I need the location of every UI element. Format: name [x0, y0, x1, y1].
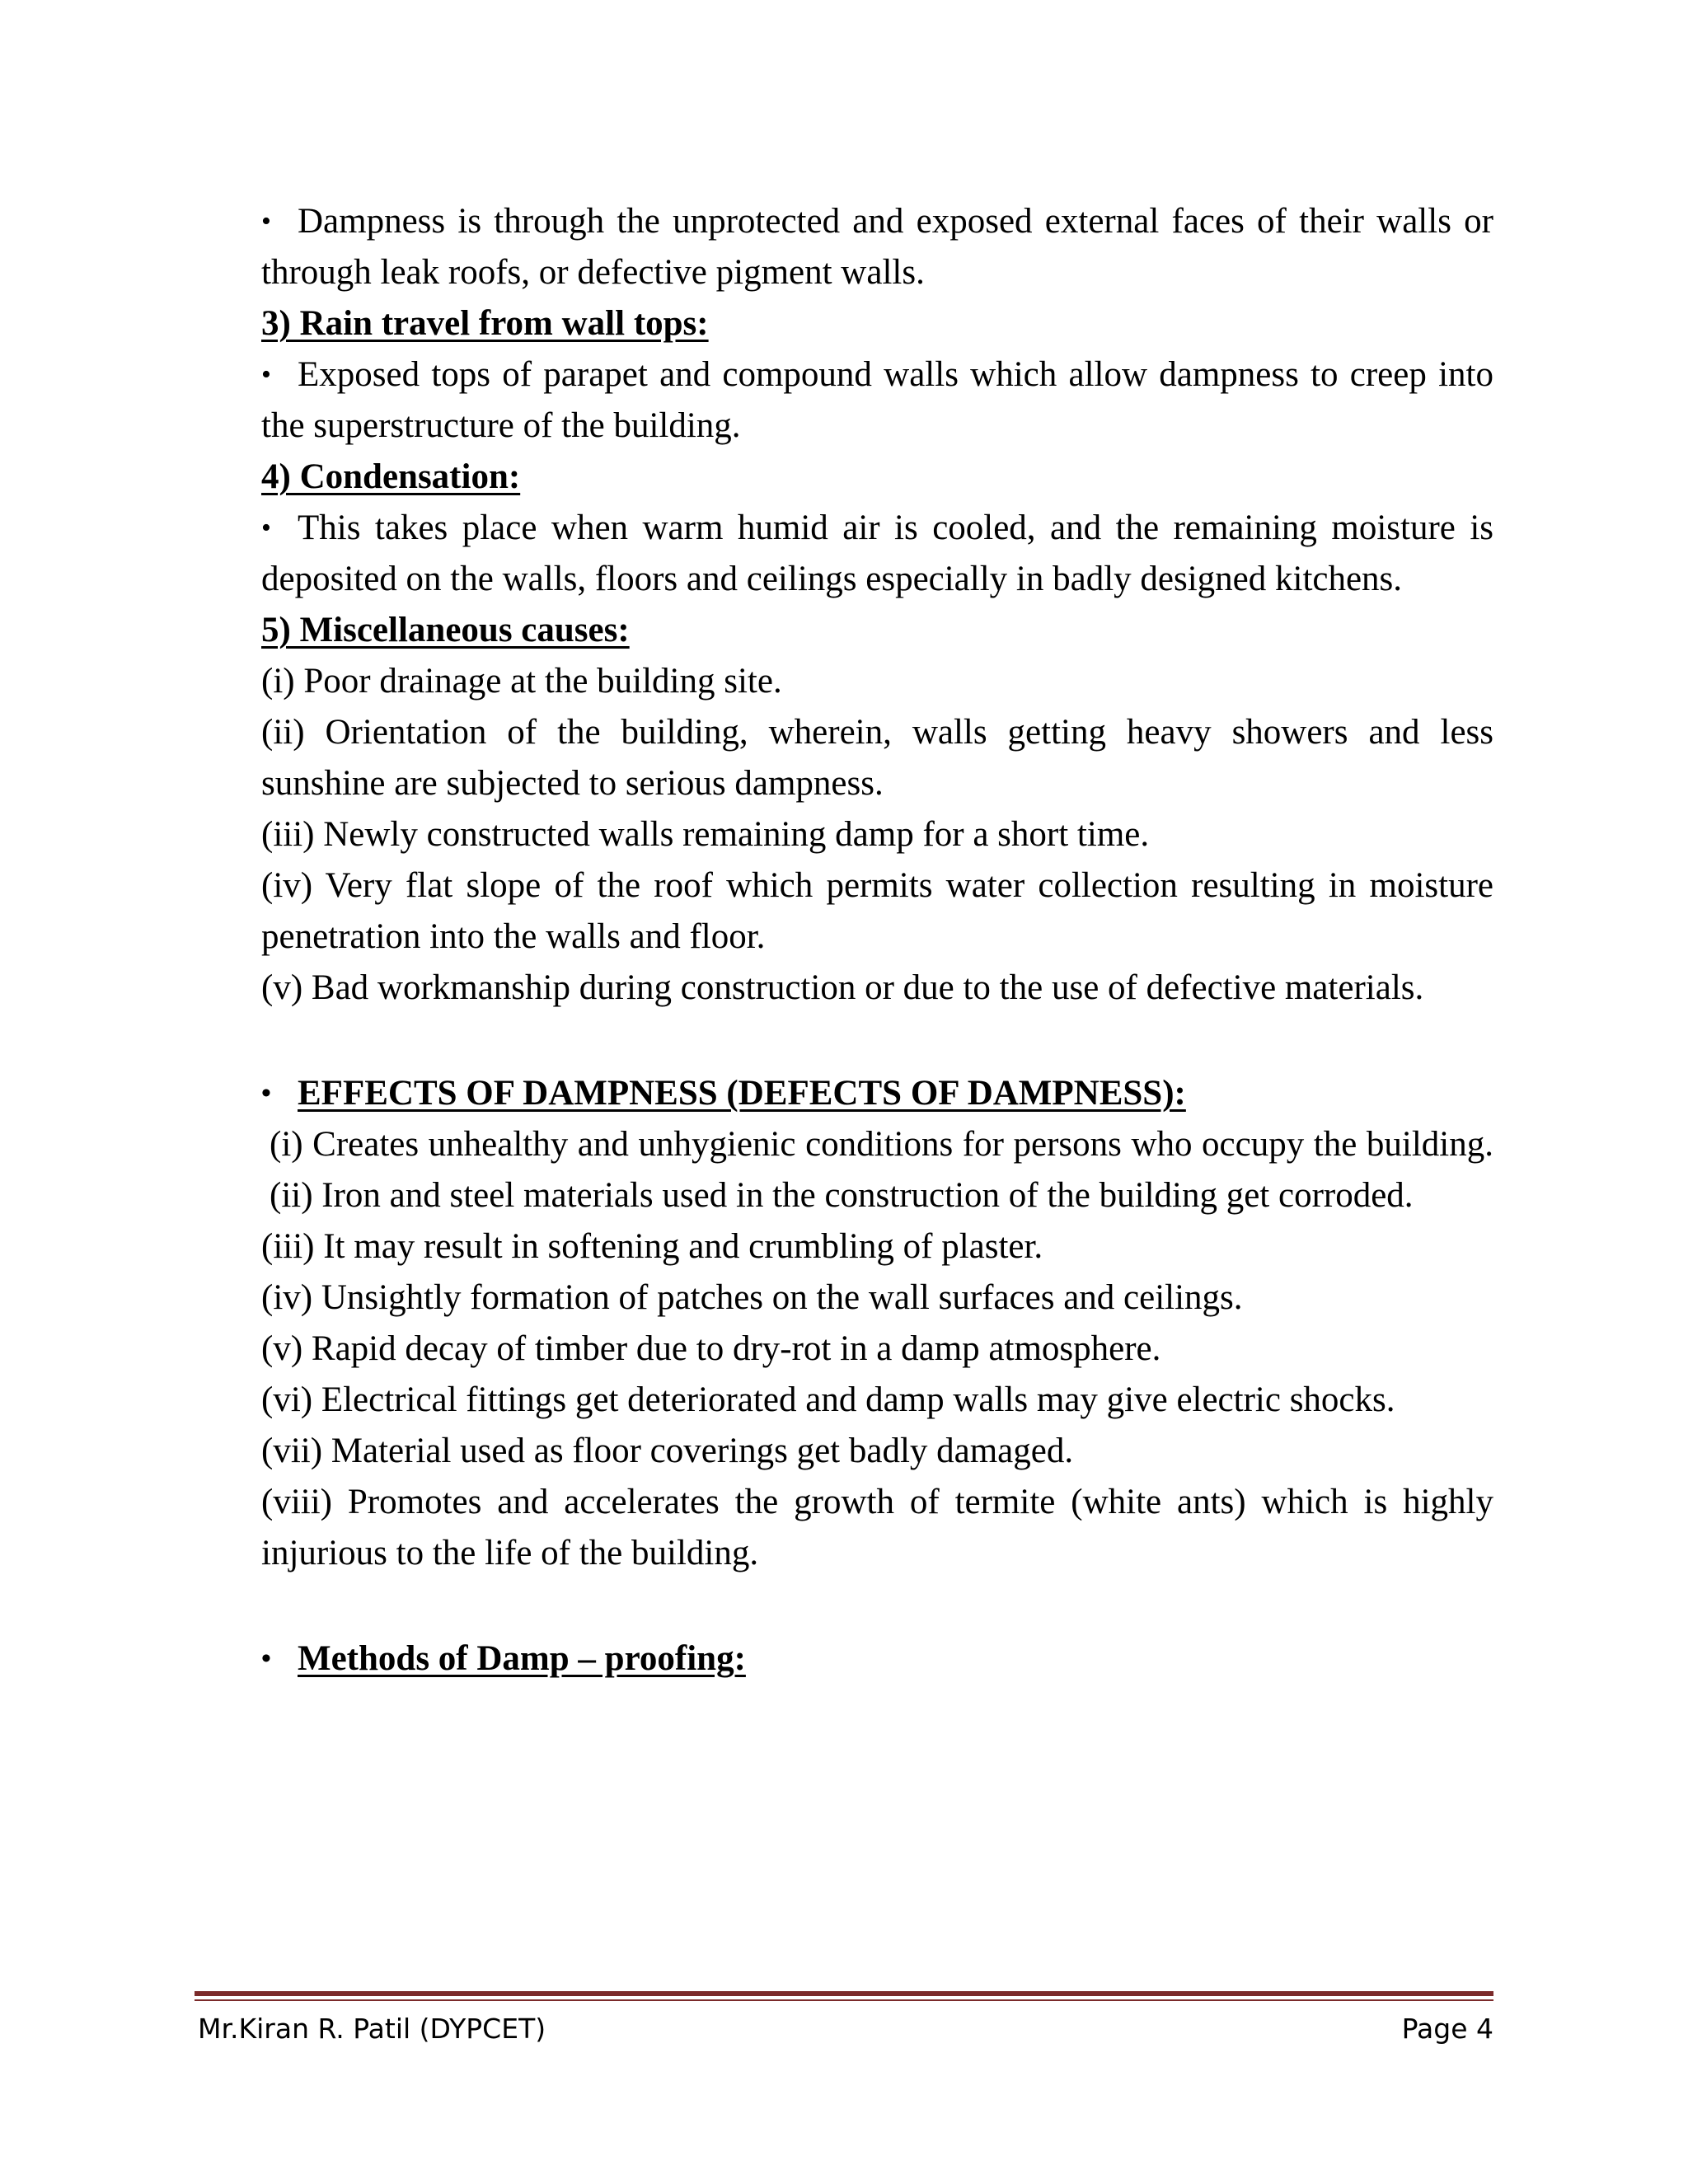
paragraph-text: Exposed tops of parapet and compound walls which allow dampness to creep into the superstructure of the building.: [261, 355, 1493, 445]
section-heading-rain-travel: 3) Rain travel from wall tops:: [261, 304, 709, 343]
list-item-effect-6: (vi) Electrical fittings get deteriorated and damp walls may give electric shocks.: [261, 1380, 1395, 1419]
footer-divider: [195, 1991, 1493, 1996]
section-heading-miscellaneous: 5) Miscellaneous causes:: [261, 611, 630, 649]
bullet-icon: •: [261, 1643, 271, 1674]
list-item-misc-1: (i) Poor drainage at the building site.: [261, 662, 782, 701]
section-heading-effects: [261, 1068, 1493, 1119]
bullet-icon: •: [261, 206, 271, 237]
list-item-effect-4: (iv) Unsightly formation of patches on the wall surfaces and ceilings.: [261, 1278, 1243, 1317]
list-item-effect-5: (v) Rapid decay of timber due to dry-rot in a damp atmosphere.: [261, 1329, 1161, 1368]
footer-divider-thin: [195, 1999, 1493, 2001]
section-heading-condensation: 4) Condensation:: [261, 457, 521, 496]
bullet-icon: •: [261, 359, 271, 390]
section-heading-methods: [261, 1633, 1493, 1685]
bullet-paragraph-dampness-faces: [261, 196, 1493, 298]
footer-author: Mr.Kiran R. Patil (DYPCET): [198, 2013, 546, 2045]
paragraph-text: Dampness is through the unprotected and exposed external faces of their walls or through leak roofs, or defective pigment walls.: [261, 202, 1493, 292]
spacer: [261, 1579, 1493, 1633]
list-item-effect-8: (viii) Promotes and accelerates the growth of termite (white ants) which is highly injurious to the life of the building.: [261, 1483, 1493, 1572]
list-item-effect-3: (iii) It may result in softening and crumbling of plaster.: [261, 1227, 1043, 1266]
heading-text: EFFECTS OF DAMPNESS (DEFECTS OF DAMPNESS):: [298, 1074, 1186, 1113]
page-number: Page 4: [1401, 2013, 1493, 2045]
bullet-icon: •: [261, 1078, 271, 1108]
bullet-paragraph-parapet: [261, 349, 1493, 452]
list-item-misc-5: (v) Bad workmanship during construction or due to the use of defective materials.: [261, 968, 1424, 1007]
list-item-misc-3: (iii) Newly constructed walls remaining damp for a short time.: [261, 815, 1150, 854]
document-body: [261, 196, 1493, 1685]
list-item-effect-7: (vii) Material used as floor coverings get badly damaged.: [261, 1432, 1074, 1470]
spacer: [261, 1014, 1493, 1068]
heading-text: Methods of Damp – proofing:: [298, 1639, 746, 1678]
bullet-paragraph-condensation: [261, 503, 1493, 605]
list-item-effect-1-2: (i) Creates unhealthy and unhygienic conditions for persons who occupy the building. (ii) Iron and steel materials used in the construction of the building get corroded.: [270, 1125, 1493, 1215]
bullet-icon: •: [261, 513, 271, 543]
list-item-misc-4: (iv) Very flat slope of the roof which permits water collection resulting in moisture penetration into the walls and floor.: [261, 866, 1493, 956]
paragraph-text: This takes place when warm humid air is cooled, and the remaining moisture is deposited on the walls, floors and ceilings especially in badly designed kitchens.: [261, 509, 1493, 598]
list-item-misc-2: (ii) Orientation of the building, wherein, walls getting heavy showers and less sunshine are subjected to serious dampness.: [261, 713, 1493, 803]
